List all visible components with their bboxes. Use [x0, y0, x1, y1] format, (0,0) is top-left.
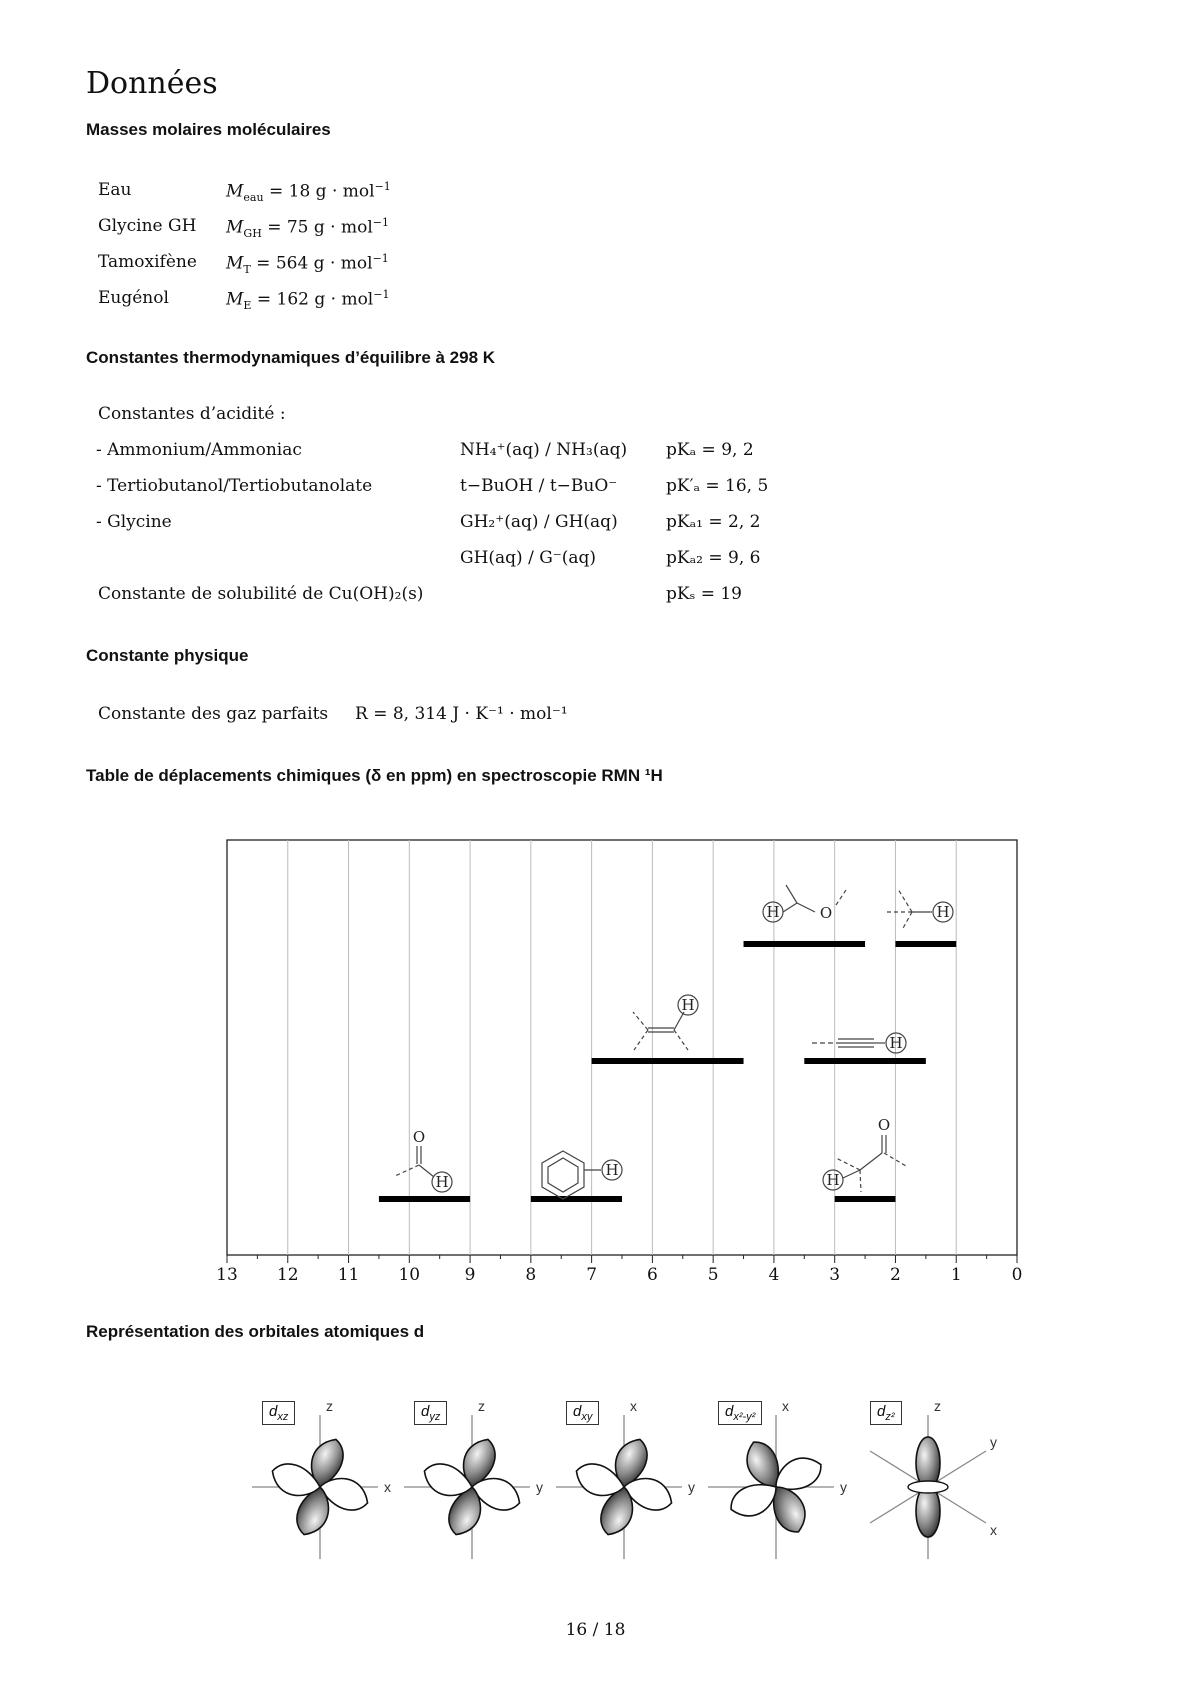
tertio-pka: pK′ₐ = 16, 5 — [666, 476, 769, 496]
orbital-label-d: d — [269, 1403, 278, 1420]
tick-label: 0 — [1011, 1265, 1023, 1285]
axis-letter: x — [782, 1398, 789, 1414]
range-bar — [379, 1196, 470, 1202]
glycine-pka2: pKₐ₂ = 9, 6 — [666, 548, 761, 568]
o-label: O — [819, 904, 833, 922]
page-number: 16 / 18 — [565, 1620, 626, 1640]
tick-label: 5 — [707, 1265, 719, 1285]
range-bar — [804, 1058, 926, 1064]
axis-letter: x — [384, 1479, 391, 1495]
tertio-couple: t−BuOH / t−BuO⁻ — [460, 476, 618, 496]
axis-letter: y — [688, 1479, 695, 1495]
orbital-label-sub: xz — [277, 1411, 289, 1423]
physique-heading: Constante physique — [86, 646, 249, 665]
nmr-heading: Table de déplacements chimiques (δ en ppm) en spectroscopie RMN ¹H — [86, 766, 663, 785]
molar-symbol: M — [226, 217, 244, 238]
glycine-couple1: GH₂⁺(aq) / GH(aq) — [460, 512, 618, 532]
tick-label: 4 — [768, 1265, 780, 1285]
molar-subscript: T — [243, 263, 251, 277]
tick-label: 1 — [950, 1265, 962, 1285]
orbital-label-d: d — [725, 1403, 734, 1420]
h-label: H — [681, 996, 695, 1014]
orbital-label-d: d — [421, 1403, 430, 1420]
tertio-label: - Tertiobutanol/Tertiobutanolate — [96, 476, 373, 496]
molar-number: = 564 g · mol — [250, 253, 373, 274]
ammonium-couple: NH₄⁺(aq) / NH₃(aq) — [460, 440, 628, 460]
tick-label: 3 — [829, 1265, 841, 1285]
orbital-label — [262, 1401, 295, 1425]
molar-name: Tamoxifène — [98, 252, 197, 272]
orbital-label-sub: yz — [429, 1411, 441, 1423]
tick-label: 7 — [586, 1265, 598, 1285]
tick-label: 2 — [890, 1265, 901, 1285]
tick-label: 8 — [525, 1265, 537, 1285]
range-bar — [592, 1058, 744, 1064]
tick-label: 9 — [464, 1265, 476, 1285]
h-label: H — [889, 1034, 903, 1052]
orbital-label-sub: xy — [581, 1411, 593, 1423]
glycine-label: - Glycine — [96, 512, 172, 532]
molar-subscript: GH — [243, 227, 262, 241]
o-label: O — [412, 1128, 426, 1146]
orbital-label-d: d — [877, 1403, 886, 1420]
axis-letter: y — [840, 1479, 847, 1495]
molar-exponent: −1 — [372, 216, 390, 229]
axis-letter: z — [934, 1398, 941, 1414]
molar-symbol: M — [226, 253, 244, 274]
range-bar — [895, 941, 956, 947]
axis-letter: z — [326, 1398, 333, 1414]
orbitals-heading: Représentation des orbitales atomiques d — [86, 1322, 425, 1341]
axis-letter: y — [536, 1479, 543, 1495]
h-label: H — [766, 903, 780, 921]
molar-exponent: −1 — [372, 252, 389, 265]
orbital-torus — [908, 1481, 948, 1493]
molar-number: = 75 g · mol — [261, 217, 373, 238]
molar-number: = 18 g · mol — [263, 181, 375, 202]
orbital-label — [414, 1401, 447, 1425]
ammonium-label: - Ammonium/Ammoniac — [96, 440, 302, 460]
axis-letter: x — [990, 1522, 997, 1538]
tick-label: 6 — [646, 1265, 658, 1285]
range-bar — [835, 1196, 896, 1202]
tick-label: 12 — [276, 1265, 299, 1285]
orbital-label — [566, 1401, 599, 1425]
molar-name: Glycine GH — [98, 216, 197, 236]
molar-symbol: M — [226, 289, 244, 310]
h-label: H — [605, 1161, 619, 1179]
molar-exponent: −1 — [374, 180, 391, 193]
o-label: O — [877, 1116, 891, 1134]
axis-letter: z — [478, 1398, 485, 1414]
orbital-label — [718, 1401, 762, 1425]
range-bar — [744, 941, 866, 947]
molar-name: Eau — [98, 180, 132, 200]
h-label: H — [826, 1171, 840, 1189]
orbital-label-d: d — [573, 1403, 582, 1420]
gas-constant-value: R = 8, 314 J · K⁻¹ · mol⁻¹ — [355, 704, 568, 724]
molar-name: Eugénol — [98, 288, 169, 308]
thermo-heading: Constantes thermodynamiques d’équilibre à 298 K — [86, 348, 496, 367]
page-title: Données — [86, 66, 218, 101]
orbital-label-sub: z² — [885, 1411, 895, 1423]
tick-label: 11 — [337, 1265, 360, 1285]
glycine-pka1: pKₐ₁ = 2, 2 — [666, 512, 761, 532]
solubility-label: Constante de solubilité de Cu(OH)₂(s) — [98, 584, 424, 604]
solubility-pks: pKₛ = 19 — [666, 584, 742, 604]
acid-title: Constantes d’acidité : — [98, 404, 286, 424]
tick-label: 13 — [216, 1265, 238, 1285]
glycine-couple2: GH(aq) / G⁻(aq) — [460, 548, 597, 568]
range-bar — [531, 1196, 622, 1202]
gas-constant-label: Constante des gaz parfaits — [98, 704, 329, 724]
molar-subscript: E — [243, 299, 252, 313]
molar-subscript: eau — [243, 191, 264, 205]
molecule-sketches — [395, 885, 953, 1199]
h-label: H — [936, 903, 950, 921]
molar-heading: Masses molaires moléculaires — [86, 120, 331, 139]
molar-exponent: −1 — [373, 288, 390, 301]
axis-letter: y — [990, 1434, 997, 1450]
molar-number: = 162 g · mol — [251, 289, 374, 310]
molar-symbol: M — [226, 181, 244, 202]
axis-letter: x — [630, 1398, 637, 1414]
orbital-label-sub: x²-y² — [733, 1411, 756, 1423]
orbital-label — [870, 1401, 902, 1425]
ammonium-pka: pKₐ = 9, 2 — [666, 440, 754, 460]
tick-label: 10 — [398, 1265, 421, 1285]
h-label: H — [435, 1173, 449, 1191]
